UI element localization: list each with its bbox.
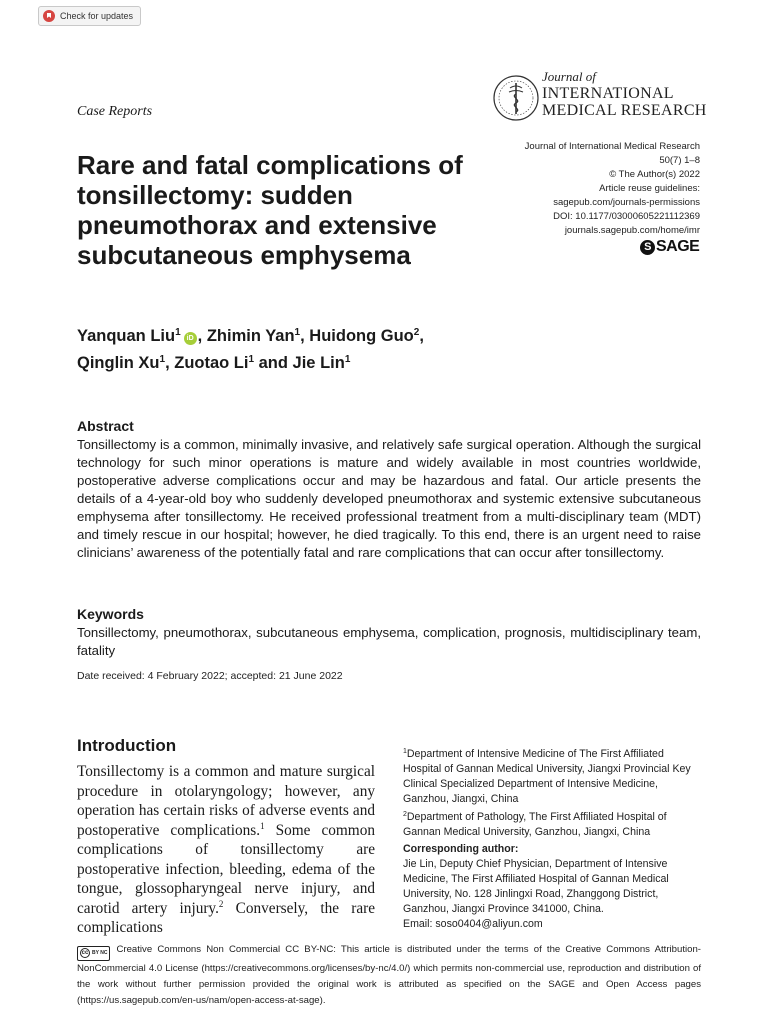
journal-seal-icon: [492, 74, 540, 122]
affiliation-text: Department of Pathology, The First Affiliated Hospital of Gannan Medical University, Ganzhou, Jiangxi, China: [403, 811, 667, 838]
affiliation-item: [403, 744, 703, 807]
author-name[interactable]: Yanquan Liu: [77, 327, 176, 345]
affiliation-number: 2: [403, 811, 407, 818]
corresponding-author-email[interactable]: Email: soso0404@aliyun.com: [403, 918, 543, 930]
check-for-updates-label: Check for updates: [60, 11, 134, 21]
author-affiliation: 2: [413, 327, 420, 338]
meta-reuse: Article reuse guidelines:: [599, 183, 700, 194]
orcid-icon[interactable]: iD: [184, 332, 197, 345]
license-notice: [77, 942, 701, 1009]
license-text: Creative Commons Non Commercial CC BY-NC: This article is distributed under the terms of the Creative Commons Attribution-NonCommercial 4.0 License (https://creativecommons.org/licenses/by-nc/4.0/) which permits non-commercial use, reproduction and distribution of the work without further permission provided the original work is attributed as specified on the SAGE and Open Access pages (https://us.sagepub.com/en-us/nam/open-access-at-sage).: [77, 944, 701, 1006]
cc-by-nc-badge[interactable]: [77, 946, 110, 961]
publisher-logo: [640, 238, 699, 256]
author-name[interactable]: Huidong Guo: [309, 327, 414, 345]
abstract-heading: Abstract: [77, 418, 134, 434]
affiliation-item: [403, 807, 703, 840]
article-title: Rare and fatal complications of tonsillectomy: sudden pneumothorax and extensive subcutaneous emphysema: [77, 150, 463, 270]
keywords-text: Tonsillectomy, pneumothorax, subcutaneous emphysema, complication, prognosis, multidisciplinary team, fatality: [77, 625, 701, 658]
cc-badge-label: BY NC: [92, 950, 108, 956]
introduction-heading: Introduction: [77, 736, 177, 755]
author-affiliation: 1: [175, 327, 181, 338]
bookmark-icon: [43, 10, 55, 22]
corresponding-author-heading: Corresponding author:: [403, 843, 519, 855]
logo-line-1: Journal of: [542, 69, 596, 84]
author-name[interactable]: Jie Lin: [292, 354, 345, 372]
abstract-text: Tonsillectomy is a common, minimally invasive, and relatively safe surgical operation. Although the surgical technology for such minor operations is mature and widely available in most countries worldwide, postoperative adverse complications occur and may be hazardous and fatal. Our article presents the details of a 4-year-old boy who suddenly developed pneumothorax and systemic extensive subcutaneous emphysema after tonsillectomy. He received professional treatment from a multi-disciplinary team (MDT) and timely rescue in our hospital; however, he died tragically. To this end, there is an urgent need to raise clinicians’ awareness of the potentially fatal and rare complications that can occur after tonsillectomy.: [77, 437, 701, 560]
author-affiliation: 1: [248, 354, 255, 365]
author-separator: ,: [419, 327, 424, 345]
meta-doi[interactable]: DOI: 10.1177/03000605221112369: [553, 211, 700, 222]
affiliations-block: [403, 744, 703, 932]
author-separator: and: [254, 354, 293, 372]
article-metadata: [470, 140, 700, 238]
meta-journal-link[interactable]: journals.sagepub.com/home/imr: [564, 225, 700, 236]
intro-text-part: Some common complications of tonsillectomy are postoperative infection, bleeding, edema of the tongue, glossopharyngeal nerve injury, and carotid artery injury.: [77, 821, 375, 917]
author-affiliation: 1: [294, 327, 301, 338]
dates-line: Date received: 4 February 2022; accepted: 21 June 2022: [77, 670, 343, 682]
logo-line-3: MEDICAL RESEARCH: [542, 102, 707, 119]
meta-journal: Journal of International Medical Research: [524, 141, 700, 152]
journal-logo: [542, 70, 707, 119]
author-separator: ,: [197, 327, 207, 345]
meta-volume: 50(7) 1–8: [659, 155, 700, 166]
logo-line-2: INTERNATIONAL: [542, 85, 674, 102]
author-affiliation: 1: [159, 354, 166, 365]
author-name[interactable]: Qinglin Xu: [77, 354, 160, 372]
author-separator: ,: [165, 354, 175, 372]
check-for-updates-button[interactable]: [38, 6, 141, 26]
author-list: [77, 321, 597, 375]
corresponding-author-text: Jie Lin, Deputy Chief Physician, Department of Intensive Medicine, The First Affiliated Hospital of Gannan Medical University, No. 128 Jinlingxi Road, Zhanggong District, Ganzhou, Jiangxi Province 341000, China.: [403, 858, 669, 915]
introduction-text: [77, 762, 375, 938]
publisher-name: SAGE: [656, 238, 700, 255]
intro-text-part: Tonsillectomy is a common and mature surgical procedure in otolaryngology; however, any operation has certain risks of adverse events and postoperative complications.: [77, 763, 375, 839]
meta-copyright: © The Author(s) 2022: [609, 169, 700, 180]
citation-ref[interactable]: 1: [260, 820, 265, 831]
sage-icon: S: [640, 240, 655, 255]
author-affiliation: 1: [344, 354, 351, 365]
keywords-heading: Keywords: [77, 606, 144, 622]
affiliation-number: 1: [403, 748, 407, 755]
creative-commons-icon: cc: [81, 950, 89, 956]
author-name[interactable]: Zuotao Li: [174, 354, 249, 372]
intro-text-part: Conversely, the rare complications: [77, 899, 375, 936]
citation-ref[interactable]: 2: [218, 898, 224, 909]
meta-reuse-link[interactable]: sagepub.com/journals-permissions: [553, 197, 700, 208]
author-separator: ,: [300, 327, 310, 345]
affiliation-text: Department of Intensive Medicine of The First Affiliated Hospital of Gannan Medical University, Jiangxi Provincial Key Clinical Specialized Department of Intensive Medicine, Ganzhou, Jiangxi, China: [403, 748, 691, 805]
section-label: Case Reports: [77, 104, 153, 119]
author-name[interactable]: Zhimin Yan: [206, 327, 295, 345]
